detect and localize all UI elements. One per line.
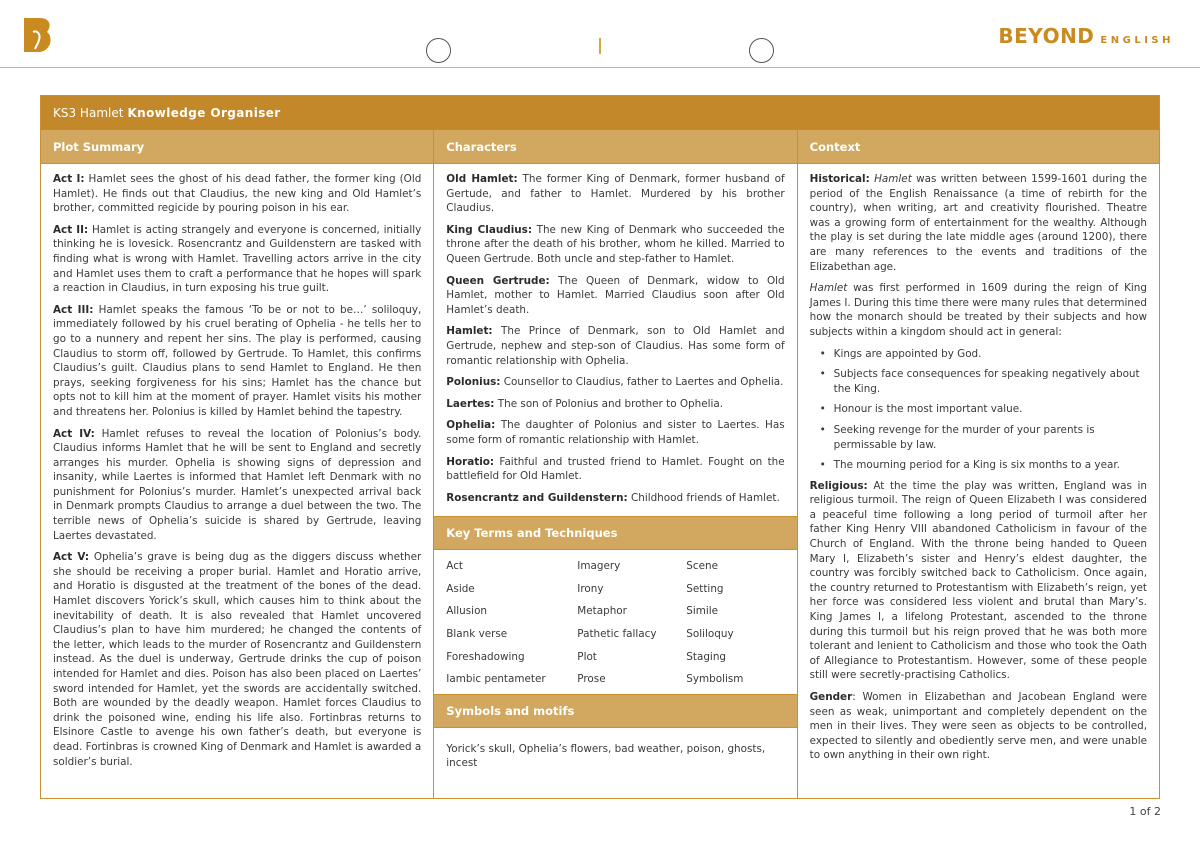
list-item: • The mourning period for a King is six months to a year.	[810, 458, 1147, 473]
character-entry: Rosencrantz and Guildenstern: Childhood friends of Hamlet.	[446, 491, 780, 504]
context-column	[798, 130, 1159, 798]
table-row: Aside Irony Setting	[446, 582, 724, 595]
character-entry: King Claudius: The new King of Denmark who succeeded the throne after the death of his brother, whom he killed. Married to Queen Gertrude. Both uncle and step-father to Hamlet.	[446, 223, 785, 265]
act-1: Act I: Hamlet sees the ghost of his dead father, the former king (Old Hamlet). He finds out that Claudius, the new king and Old Hamlet’s brother, committed regicide by pouring poison in his ear.	[53, 173, 422, 215]
act-4: Act IV: Hamlet refuses to reveal the location of Polonius’s body. Claudius informs Hamlet that he will be sent to England and secretly arranges his murder. Ophelia is showing signs of depression and insanity, while Laertes is informed that Hamlet left Denmark with no punishment for Polonius’s murder. Hamlet’s unexpected arrival back in Denmark prompts Claudius to arrange a duel between the two. The terrible news of Ophelia’s suicide is shared by Gertrude, leaving Laertes devastated.	[53, 427, 422, 542]
key-terms-table	[446, 556, 784, 692]
table-row: Act Imagery Scene	[446, 560, 718, 573]
gender-context: Gender: Women in Elizabethan and Jacobean England were seen as weak, unimportant and completely dependent on the men in their lives. They were seen as objects to be controlled, expected to silently and obediently serve men, and were unable to own anything in their own right.	[809, 691, 1147, 762]
religious-context: Religious: At the time the play was written, England was in religious turmoil. The reign of Queen Elizabeth I was considered a peaceful time following a long period of turmoil after her father King Henry VIII abandoned Catholicism in favour of the Church of England. With the throne being handed to Queen Mary I, Elizabeth’s sister and Henry’s eldest daughter, the country was forcibly switched back to Catholicism. Once again, the country returned to Protestantism with Elizabeth’s reign, yet her force was considered less violent and brutal than Mary’s. King James I, a lifelong Protestant, ascended to the throne during this turmoil but his reign proved that he was both more tolerant and lenient to Catholicism and those who took the Oath of Allegiance to Protestantism. However, some of these people still were secretly-practising Catholics.	[809, 479, 1147, 682]
organiser-title: KS3 Hamlet Knowledge Organiser	[41, 96, 1159, 130]
list-item: • Kings are appointed by God.	[810, 347, 1147, 362]
character-entry: Hamlet: The Prince of Denmark, son to Old Hamlet and Gertrude, nephew and step-son of Claudius. Has some form of romantic relationship with Ophelia.	[446, 325, 785, 367]
monarch-rules-list	[810, 347, 1147, 473]
symbols-heading: Symbols and motifs	[434, 694, 796, 728]
plot-summary-heading: Plot Summary	[41, 130, 433, 164]
character-entry: Horatio: Faithful and trusted friend to Hamlet. Fought on the battlefield for Old Hamlet.	[446, 455, 785, 483]
table-row: Foreshadowing Plot Staging	[446, 650, 726, 663]
circle-icon[interactable]	[749, 38, 774, 63]
key-terms-heading: Key Terms and Techniques	[434, 516, 796, 550]
table-row: Allusion Metaphor Simile	[446, 605, 719, 618]
act-5: Act V: Ophelia’s grave is being dug as the diggers discuss whether she should be receiving a proper burial. Hamlet and Horatio arrive, and Horatio is disgusted at the treatment of the bones of the dead. Hamlet discovers Yorick’s skull, which causes him to think about the inevitability of death. It is also revealed that Hamlet uncovered Claudius’s plan to have him murdered; he changed the contents of the letter, which leads to the murder of Rosencrantz and Guildenstern instead. As the duel is underway, Gertrude drinks the cup of poison intended for Hamlet and dies. Poison has also been placed on Laertes’ sword intended for Hamlet, yet the swords are accidentally switched. Both are wounded by the deadly weapon. Hamlet forces Claudius to drink the poisoned wine, ending his life also. Fortinbras returns to Elsinore Castle to avenge his own father’s death, but everyone is dead. Fortinbras is crowned King of Denmark and Hamlet is awarded a soldier’s burial.	[53, 551, 422, 768]
brand-logo: BEYOND ENGLISH	[998, 24, 1174, 48]
list-item: • Seeking revenge for the murder of your parents is permissable by law.	[810, 423, 1147, 452]
character-entry: Queen Gertrude: The Queen of Denmark, widow to Old Hamlet, mother to Hamlet. Married Claudius soon after Old Hamlet’s death.	[446, 274, 785, 316]
plot-summary-body	[41, 164, 433, 780]
divider	[599, 38, 601, 54]
act-3: Act III: Hamlet speaks the famous ‘To be or not to be…’ soliloquy, immediately followed by his cruel berating of Ophelia - he tells her to go to a nunnery and repent her sins. The play is performed, causing Claudius to storm off, followed by Gertrude. To Hamlet, this confirms Claudius’s guilt. Claudius plans to send Hamlet to England. He then prays, seeking forgiveness for his sins; Hamlet has the chance but opts not to kill him at the moment of prayer. Hamlet visits his mother and threatens her. Polonius is killed by Hamlet behind the tapestry.	[53, 303, 422, 418]
knowledge-organiser	[40, 95, 1160, 799]
symbols-body: Yorick’s skull, Ophelia’s flowers, bad weather, poison, ghosts, incest	[446, 742, 766, 770]
characters-heading: Characters	[434, 130, 796, 164]
context-body	[798, 164, 1159, 774]
context-heading: Context	[798, 130, 1159, 164]
b-logo-icon	[22, 16, 54, 54]
act-2: Act II: Hamlet is acting strangely and everyone is concerned, initially thinking he is lovesick. Rosencrantz and Guildenstern are tasked with finding what is wrong with Hamlet. Travelling actors arrive in the city and Hamlet uses them to craft a performance that he hopes will spark a reaction in Claudius, in turn exposing his true guilt.	[53, 223, 422, 295]
characters-body	[434, 164, 796, 516]
circle-icon[interactable]	[426, 38, 451, 63]
character-entry: Laertes: The son of Polonius and brother to Ophelia.	[446, 397, 724, 410]
plot-summary-column	[41, 130, 434, 798]
historical-context: Historical: Hamlet was written between 1599-1601 during the period of the English Renaissance (a time of rebirth for the country), when writing, art and creativity flourished. Theatre was a growing form of entertainment for the wealthy. Although the play is set during the late middle ages (around 1200), there are many references to the events and traditions of the Elizabethan age.	[809, 173, 1147, 273]
list-item: • Subjects face consequences for speaking negatively about the King.	[810, 367, 1147, 396]
character-entry: Old Hamlet: The former King of Denmark, former husband of Gertude, and father to Hamlet. Murdered by his brother Claudius.	[446, 173, 785, 215]
table-row: Blank verse Pathetic fallacy Soliloquy	[446, 628, 734, 641]
page-header	[0, 0, 1200, 68]
key-terms-body	[434, 550, 796, 694]
performance-context: Hamlet was first performed in 1609 during the reign of King James I. During this time there were many rules that determined how the monarch should be treated by their subjects and how subjects within a kingdom should act in general:	[809, 282, 1147, 338]
characters-column	[434, 130, 797, 798]
character-entry: Ophelia: The daughter of Polonius and sister to Laertes. Has some form of romantic relationship with Hamlet.	[446, 419, 785, 446]
list-item: • Honour is the most important value.	[810, 402, 1147, 417]
character-entry: Polonius: Counsellor to Claudius, father to Laertes and Ophelia.	[446, 376, 784, 389]
table-row: Iambic pentameter Prose Symbolism	[446, 673, 744, 686]
page-number: 1 of 2	[1129, 805, 1161, 818]
